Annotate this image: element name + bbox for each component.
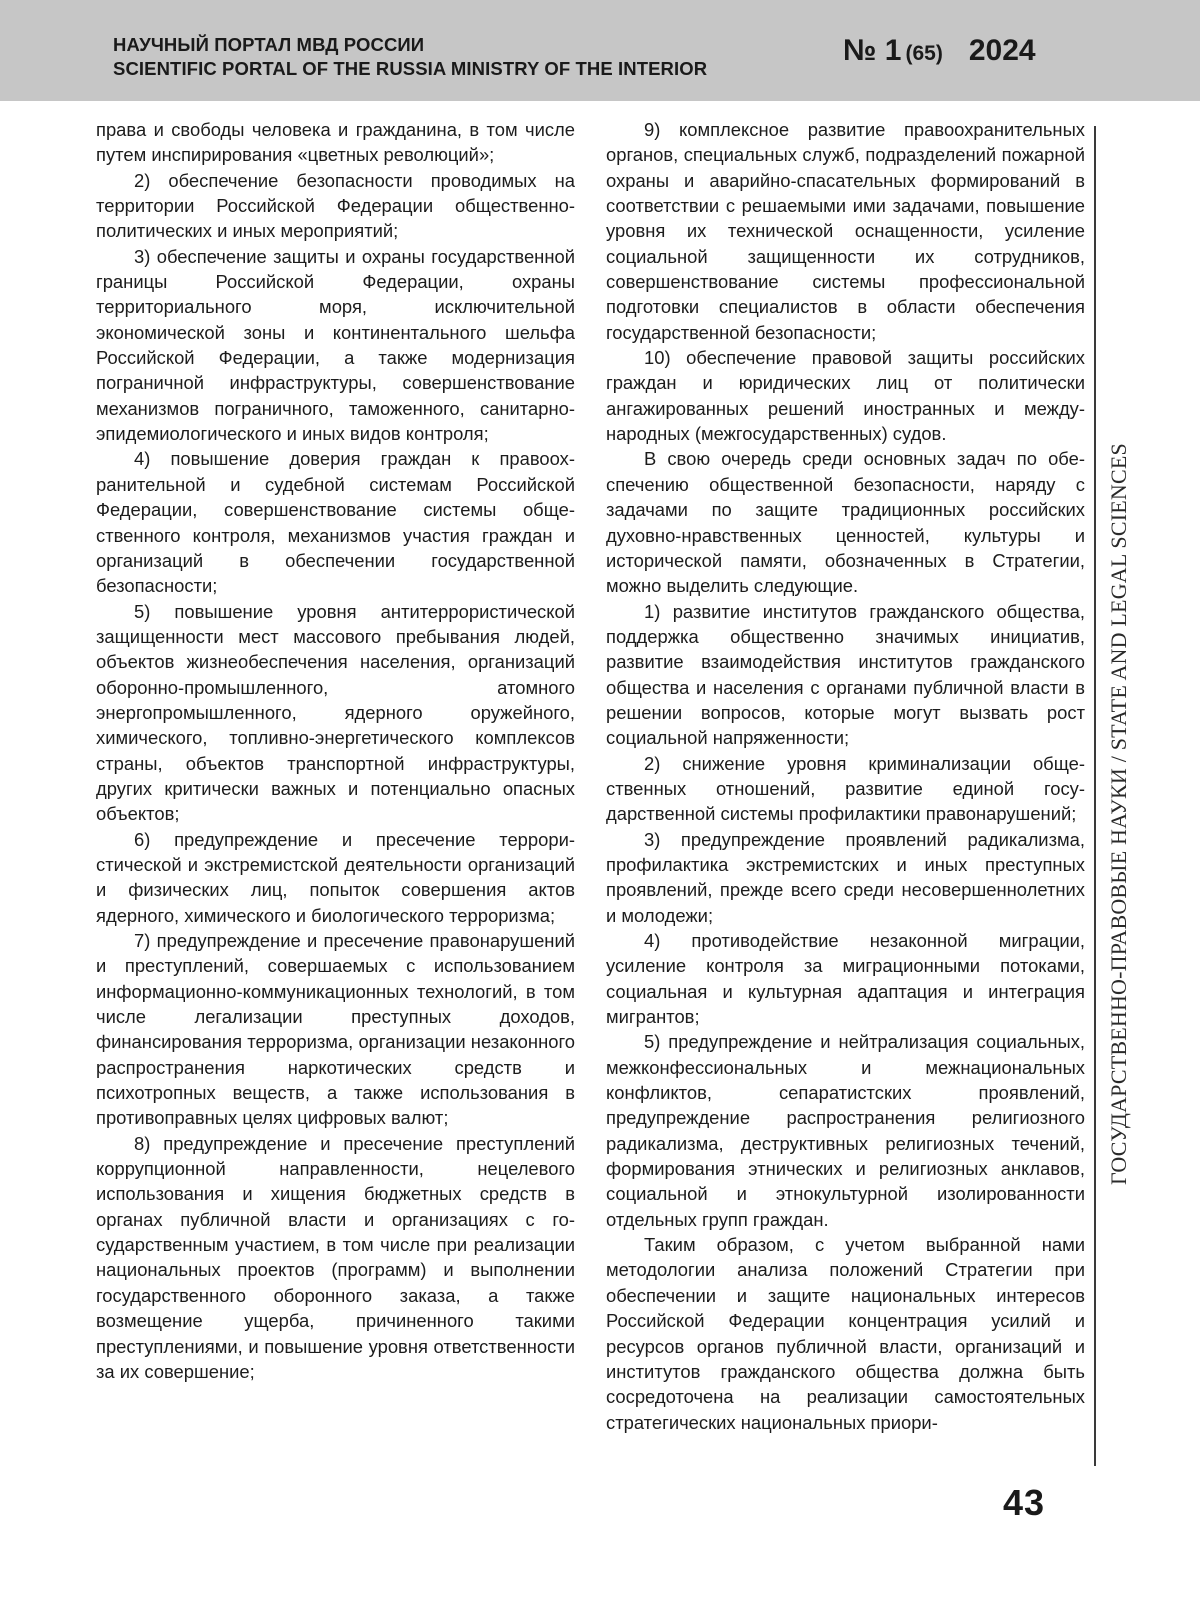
journal-title-ru: НАУЧНЫЙ ПОРТАЛ МВД РОССИИ [113, 34, 425, 55]
paragraph: 8) предупреждение и пресечение преступлений коррупционной направленности, нецелевого использования и хищения бюджетных средств в органах публичной власти и организациях с государственным участием, в том числе при реализации национальных проектов (программ) и выполнении государственного оборонного заказа, а также возмещение ущерба, причиненного такими преступлениями, и повышение уровня ответственности за их совершение; [96, 1132, 575, 1382]
paragraph: права и свободы человека и гражданина, в том числе путем инспирирования «цветных революций»; [96, 119, 575, 166]
journal-header [0, 0, 1200, 101]
paragraph: 4) противодействие незаконной миграции, усиление контроля за миграционными потоками, социальная и культурная адаптация и интеграция мигрантов; [606, 930, 1085, 1028]
paragraph: 10) обеспечение правовой защиты российских граждан и юридических лиц от политически ангажированных решений иностранных и международных (межгосударственных) судов. [606, 347, 1085, 445]
paragraph: 2) снижение уровня криминализации общественных отношений, развитие единой государственной системы профилактики правонарушений; [606, 752, 1085, 825]
paragraph: 3) предупреждение проявлений радикализма, профилактика экстремистских и иных преступных проявлений, прежде всего среди несовершеннолетних и молодежи; [606, 828, 1085, 926]
paragraph: 5) повышение уровня антитеррористической защищенности мест массового пребывания людей, объектов жизнеобеспечения населения, организаций оборонно-промышленного, атомного энергопромышленного, ядерного оружейного, химического, топливно-энергетического комплексов страны, объектов транспортной инфраструктуры, других критически важных и потенциально опасных объектов; [96, 600, 575, 825]
paragraph: Таким образом, с учетом выбранной нами методологии анализа положений Стратегии при обеспечении и защите национальных интересов Российской Федерации концентрация усилий и ресурсов органов публичной власти, организаций и институтов гражданского общества должна быть сосредоточена на реализации самостоятельных стратегических национальных приори- [606, 1234, 1085, 1433]
issue-total-number: (65) [905, 42, 943, 65]
paragraph: 2) обеспечение безопасности проводимых на территории Российской Федерации общественно-политических и иных мероприятий; [96, 169, 575, 242]
issue-info [843, 34, 1036, 68]
section-side-title: ГОСУДАРСТВЕННО-ПРАВОВЫЕ НАУКИ / STATE AND LEGAL SCIENCES [1106, 443, 1131, 1185]
journal-title-en: SCIENTIFIC PORTAL OF THE RUSSIA MINISTRY OF THE INTERIOR [113, 58, 708, 79]
paragraph: 6) предупреждение и пресечение террористической и экстремистской деятельности организаций и физических лиц, попыток совершения актов ядерного, химического и биологического терроризма; [96, 828, 575, 926]
paragraph: В свою очередь среди основных задач по обеспечению общественной безопасности, наряду с задачами по защите традиционных российских духовно-нравственных ценностей, культуры и исторической памяти, обозначенных в Стратегии, можно выделить следующие. [606, 448, 1085, 597]
paragraph: 3) обеспечение защиты и охраны государственной границы Российской Федерации, охраны территориального моря, исключительной экономической зоны и континентального шельфа Российской Федерации, а также модернизация пограничной инфраструктуры, совершенствование механизмов пограничного, таможенного, санитарно-эпидемиологического и иных видов контроля; [96, 245, 575, 445]
paragraph: 1) развитие институтов гражданского общества, поддержка общественно значимых инициатив, развитие взаимодействия институтов гражданского общества и населения с органами публичной власти в решении вопросов, которые могут вызвать рост социальной напряженности; [606, 600, 1085, 749]
issue-year: 2024 [968, 34, 1036, 67]
page-number: 43 [1003, 1482, 1046, 1523]
paragraph: 7) предупреждение и пресечение правонарушений и преступлений, совершаемых с использованием информационно-коммуникационных технологий, в том числе легализации преступных доходов, финансирования терроризма, организации незаконного распространения наркотических средств и психотропных веществ, а также использования в противоправных целях цифровых валют; [96, 930, 575, 1129]
paragraph: 5) предупреждение и нейтрализация социальных, межконфессиональных и межнациональных конфликтов, сепаратистских проявлений, предупреждение распространения религиозного радикализма, деструктивных религиозных течений, формирования этнических и религиозных анклавов, социальной и этнокультурной изолированности отдельных групп граждан. [606, 1031, 1085, 1230]
paragraph: 9) комплексное развитие правоохранительных органов, специальных служб, подразделений пожарной охраны и аварийно-спасательных формирований в соответствии с решаемыми ими задачами, повышение уровня их технической оснащенности, усиление социальной защищенности их сотрудников, совершенствование системы профессиональной подготовки специалистов в области обеспечения государственной безопасности; [606, 119, 1085, 343]
paragraph: 4) повышение доверия граждан к правоохранительной и судебной системам Российской Федерации, совершенствование системы общественного контроля, механизмов участия граждан и организаций в обеспечении государственной безопасности; [96, 448, 575, 597]
section-divider-line [1094, 126, 1096, 1466]
left-text-column [96, 117, 575, 1492]
right-text-column [606, 117, 1085, 1492]
issue-number: № 1 [843, 34, 902, 67]
